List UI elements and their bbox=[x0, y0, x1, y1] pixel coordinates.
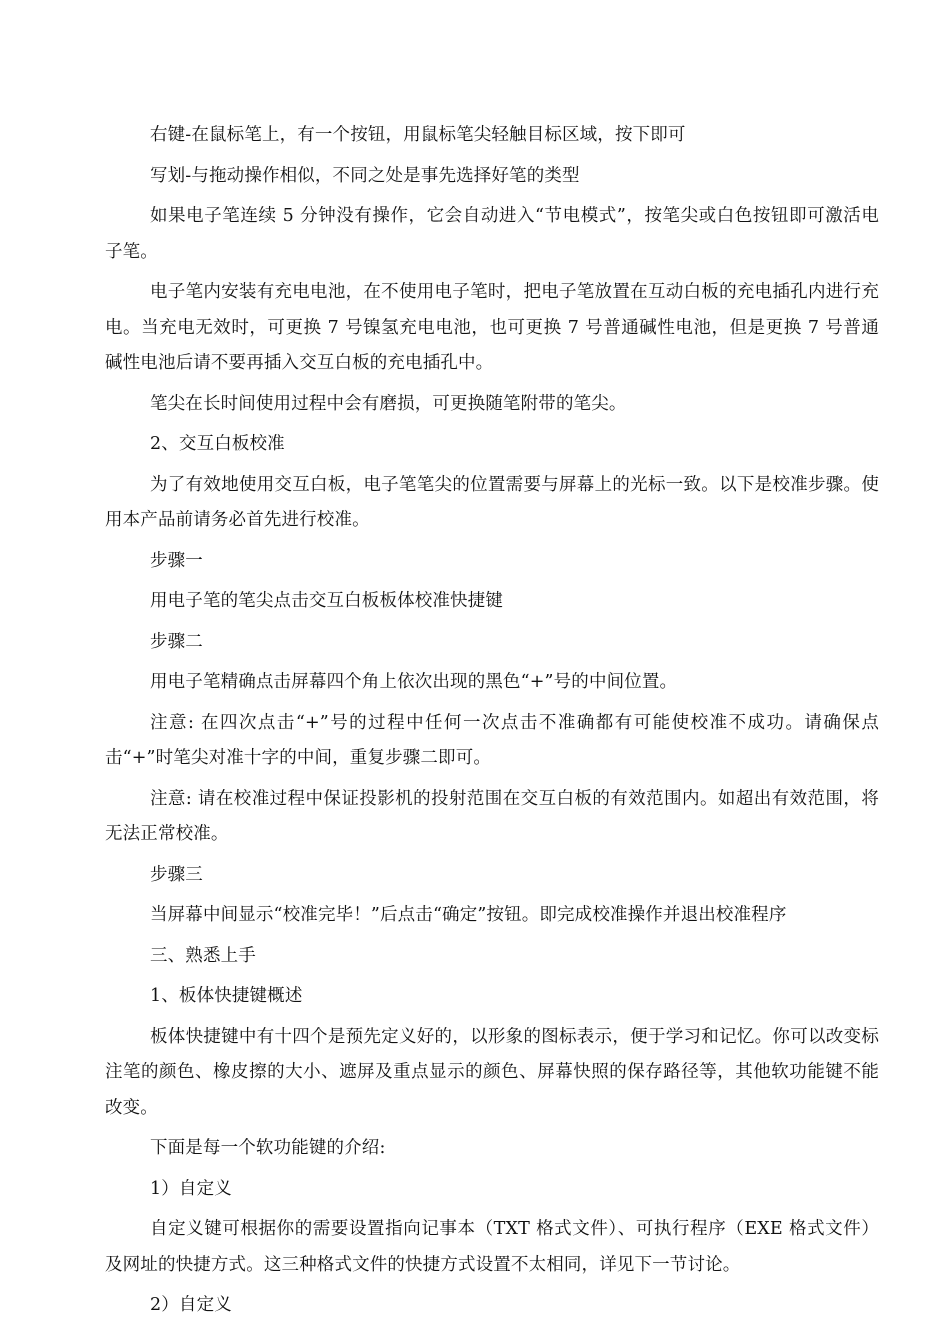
list-item-custom-2: 2）自定义 bbox=[150, 1295, 232, 1315]
paragraph-writing: 写划-与拖动操作相似，不同之处是事先选择好笔的类型 bbox=[150, 165, 580, 186]
step-one-text: 用电子笔的笔尖点击交互白板板体校准快捷键 bbox=[150, 591, 503, 611]
paragraph-shortcuts-overview: 板体快捷键中有十四个是预先定义好的，以形象的图标表示，便于学习和记忆。你可以改变标注笔的颜色、橡皮擦的大小、遮屏及重点显示的颜色、屏幕快照的保存路径等，其他软功能键不能改变。 bbox=[105, 1026, 879, 1118]
paragraph-pen-tip: 笔尖在长时间使用过程中会有磨损，可更换随笔附带的笔尖。 bbox=[150, 393, 627, 414]
step-one-heading: 步骤一 bbox=[150, 550, 203, 571]
step-three-heading: 步骤三 bbox=[150, 864, 203, 885]
note-projection-range: 注意: 请在校准过程中保证投影机的投射范围在交互白板的有效范围内。如超出有效范围，将无法正常校准。 bbox=[105, 788, 879, 844]
paragraph-battery: 电子笔内安装有充电电池，在不使用电子笔时，把电子笔放置在互动白板的充电插孔内进行充电。当充电无效时，可更换 7 号镍氢充电电池，也可更换 7 号普通碱性电池，但是更换 7 号普通碱性电池后请不要再插入交互白板的充电插孔中。 bbox=[105, 282, 879, 373]
paragraph-custom-key: 自定义键可根据你的需要设置指向记事本（TXT 格式文件）、可执行程序（EXE 格式文件）及网址的快捷方式。这三种格式文件的快捷方式设置不太相同，详见下一节讨论。 bbox=[105, 1219, 879, 1275]
section-heading-getting-started: 三、熟悉上手 bbox=[150, 945, 256, 966]
paragraph-power-saving: 如果电子笔连续 5 分钟没有操作，它会自动进入“节电模式”，按笔尖或白色按钮即可激活电子笔。 bbox=[105, 206, 879, 262]
note-calibration-accuracy: 注意: 在四次点击“+”号的过程中任何一次点击不准确都有可能使校准不成功。请确保点击“+”时笔尖对准十字的中间，重复步骤二即可。 bbox=[105, 712, 879, 768]
list-item-custom-1: 1）自定义 bbox=[150, 1178, 232, 1199]
subsection-heading-shortcuts: 1、板体快捷键概述 bbox=[150, 986, 303, 1006]
section-heading-calibration: 2、交互白板校准 bbox=[150, 434, 285, 454]
paragraph-calibration-intro: 为了有效地使用交互白板，电子笔笔尖的位置需要与屏幕上的光标一致。以下是校准步骤。使用本产品前请务必首先进行校准。 bbox=[105, 474, 879, 530]
step-two-heading: 步骤二 bbox=[150, 631, 203, 652]
paragraph-right-click: 右键-在鼠标笔上，有一个按钮，用鼠标笔尖轻触目标区域，按下即可 bbox=[150, 125, 686, 145]
paragraph-soft-keys-intro: 下面是每一个软功能键的介绍: bbox=[150, 1138, 386, 1158]
step-three-text: 当屏幕中间显示“校准完毕！”后点击“确定”按钮。即完成校准操作并退出校准程序 bbox=[150, 905, 787, 925]
document-body bbox=[105, 118, 879, 1329]
step-two-text: 用电子笔精确点击屏幕四个角上依次出现的黑色“+”号的中间位置。 bbox=[150, 672, 678, 692]
